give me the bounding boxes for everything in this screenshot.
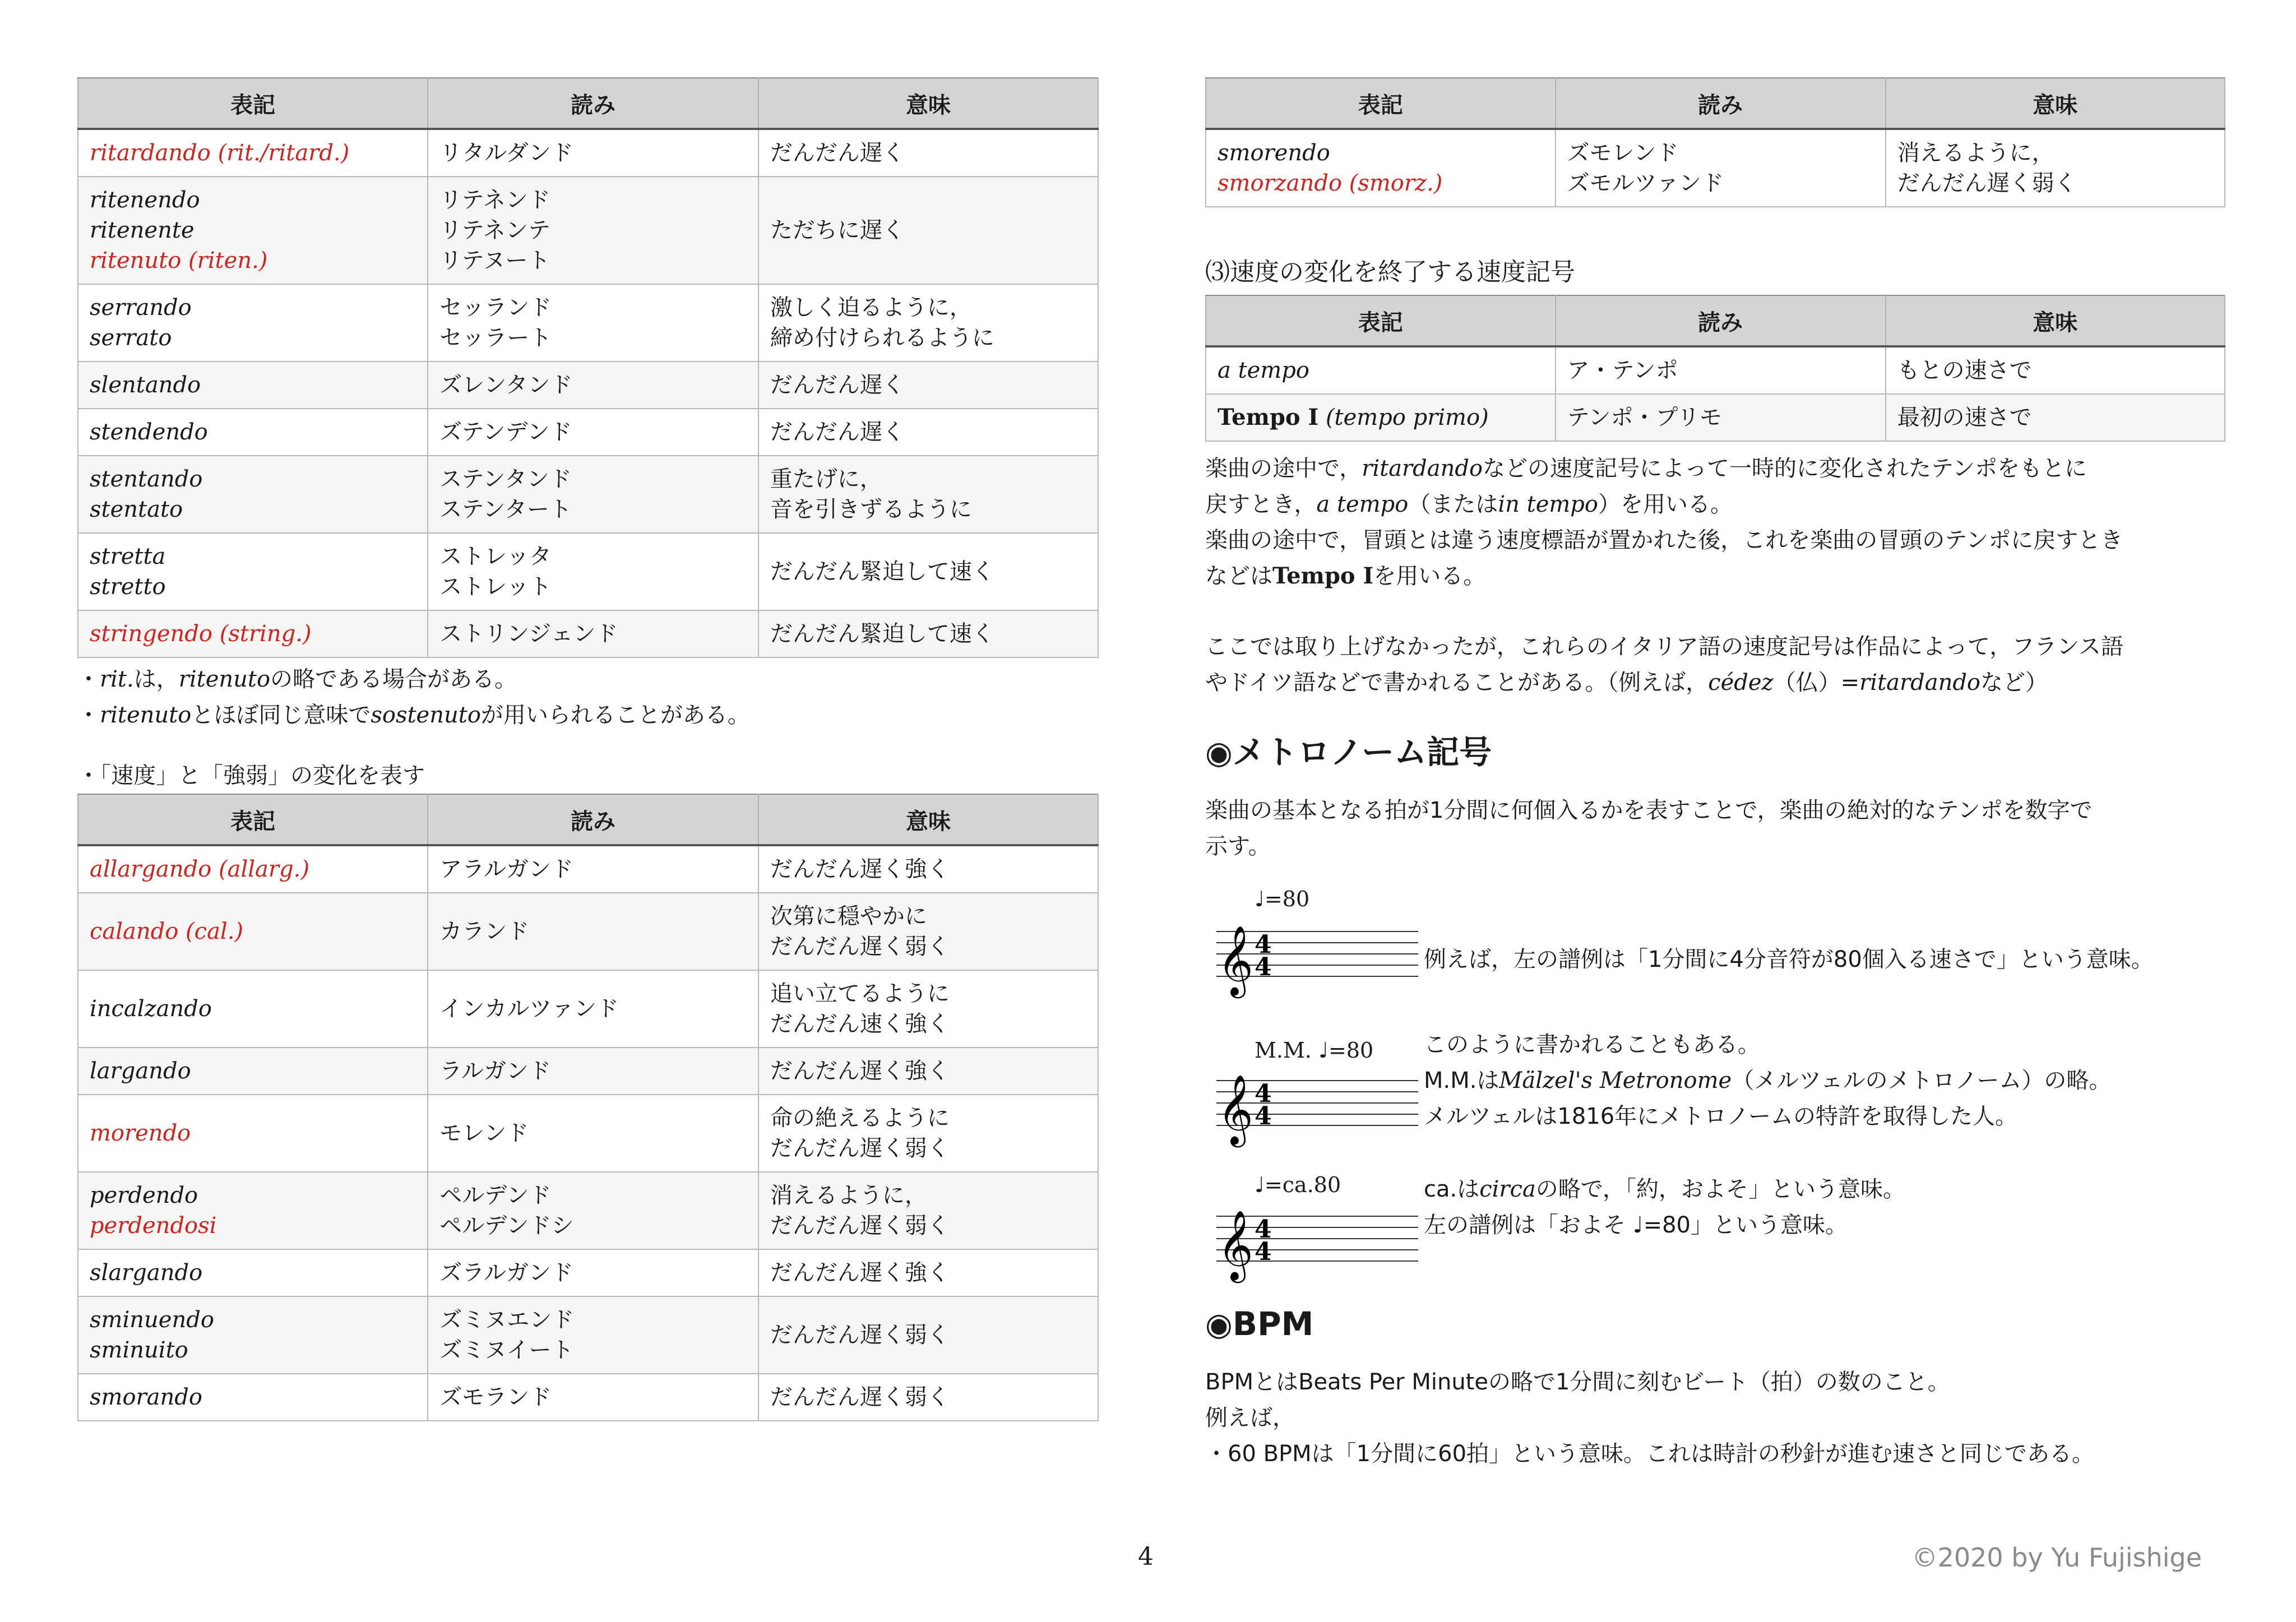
example-3-text: ca.はcircaの略で，「約，およそ」という意味。 左の譜例は「およそ ♩=80」という意味。 bbox=[1424, 1176, 1905, 1238]
table-row bbox=[78, 533, 1098, 610]
header-notation: 表記 bbox=[1206, 295, 1556, 346]
table-row bbox=[78, 893, 1098, 970]
header-meaning: 意味 bbox=[758, 794, 1098, 845]
meaning-cell: だんだん遅く bbox=[758, 409, 1098, 456]
meaning-cell: だんだん遅く弱く bbox=[758, 1296, 1098, 1374]
example-2-text: このように書かれることもある。 M.M.はMälzel's Metronome（メルツェルのメトロノーム）の略。 メルツェルは1816年にメトロノームの特許を取得した人。 bbox=[1424, 1032, 2112, 1129]
notation-cell bbox=[78, 456, 428, 533]
staff-icon bbox=[1216, 1205, 1429, 1283]
page-number: 4 bbox=[1138, 1542, 1154, 1571]
table-row bbox=[1206, 346, 2225, 394]
svg-text:4: 4 bbox=[1255, 930, 1272, 959]
metronome-example-1 bbox=[1205, 887, 2225, 1027]
notation-cell: Tempo I (tempo primo) bbox=[1206, 394, 1556, 441]
meaning-cell: もとの速さで bbox=[1886, 346, 2225, 394]
term-text: stringendo (string.) bbox=[90, 621, 312, 647]
tempo-marking: M.M. ♩=80 bbox=[1255, 1038, 1374, 1063]
tempo-restore-table bbox=[1205, 295, 2225, 442]
term-text: serrando bbox=[90, 295, 192, 321]
reading-cell: ズモレンド ズモルツァンド bbox=[1556, 129, 1886, 207]
meaning-cell: 命の絶えるように だんだん遅く弱く bbox=[758, 1095, 1098, 1172]
notation-cell bbox=[78, 845, 428, 893]
term-text: sminuito bbox=[90, 1337, 188, 1363]
metronome-example-2 bbox=[1205, 1027, 2225, 1167]
a-tempo-explanation: 楽曲の途中で，ritardandoなどの速度記号によって一時的に変化されたテンポをもとに 戻すとき，a tempo（またはin tempo）を用いる。 楽曲の途中で，冒頭とは違う速度標語が置かれた後，これを楽曲の冒頭のテンポに戻すとき などはTempo Iを用いる。 bbox=[1205, 456, 2123, 589]
reading-cell: ズラルガンド bbox=[428, 1249, 758, 1296]
notation-cell bbox=[78, 362, 428, 409]
term-text: stentato bbox=[90, 497, 183, 522]
meaning-cell: だんだん遅く強く bbox=[758, 1048, 1098, 1095]
staff-icon bbox=[1216, 1069, 1429, 1148]
term-text: ritenente bbox=[90, 217, 195, 243]
term-text: slentando bbox=[90, 372, 201, 398]
meaning-cell: 消えるように， だんだん遅く弱く bbox=[1886, 129, 2225, 207]
header-notation: 表記 bbox=[78, 794, 428, 845]
right-column: 表記 読み 意味 smorendo smorzando (smorz.) ズモレンド ズモルツァンド 消えるように， だんだん遅く弱く ⑶速度の変化を終了する速度記号 表記 読み 意味 a tempo ア・テンポ もとの速さで Tempo I (tempo primo) テンポ・プリモ 最初の速さで 楽曲の途中で，ritardandoなどの速度記号によって一時的に変化されたテンポをもとに 戻すとき，a tempo（またはin tempo）を用いる。 楽曲の途中で，冒頭とは違う速度標語が置かれた後，これを楽曲の冒頭のテンポに戻すとき などはTempo Iを用いる。 ここでは取り上げなかったが，これらのイタリア語の速度記号は作品によって，フランス語 やドイツ語などで書かれることがある。（例えば，cédez（仏）=ritardandoなど） ◉メトロノーム記号 楽曲の基本となる拍が1分間に何個入るかを表すことで，楽曲の絶対的なテンポを数字で 示す。 ♩=80 𝄞 4 4 例えば，左の譜例は「1分間に4分音符が80個入る速さで」という意味。 M.M. ♩=80 𝄞 4 4 このように書かれることもある。 M.M.はMälzel's Metronome（メルツェルのメトロノーム）の略。 メルツェルは1816年にメトロノームの特許を取得した人。 ♩=ca.80 𝄞 4 4 ca.はcircaの略で，「約，およそ」という意味。 左の譜例は「およそ ♩=80」という意味。 ◉BPM BPMとはBeats Per Minuteの略で1分間に刻むビート（拍）の数のこと。 例えば， ・60 BPMは「1分間に60拍」という意味。これは時計の秒針が進む速さと同じである。 bbox=[1205, 77, 2225, 1472]
table-row bbox=[78, 1172, 1098, 1249]
term-text: stentando bbox=[90, 466, 203, 492]
svg-text:4: 4 bbox=[1255, 1079, 1272, 1108]
metronome-heading: ◉メトロノーム記号 bbox=[1205, 733, 1492, 771]
section-3-heading: ⑶速度の変化を終了する速度記号 bbox=[1205, 258, 1575, 286]
notation-cell bbox=[78, 1172, 428, 1249]
reading-cell: ズミヌエンド ズミヌイート bbox=[428, 1296, 758, 1374]
header-reading: 読み bbox=[1556, 78, 1886, 129]
table-row bbox=[78, 362, 1098, 409]
table-row bbox=[78, 1374, 1098, 1421]
reading-cell: ステンタンド ステンタート bbox=[428, 456, 758, 533]
table-row bbox=[78, 1296, 1098, 1374]
header-reading: 読み bbox=[1556, 295, 1886, 346]
reading-cell: ストレッタ ストレット bbox=[428, 533, 758, 610]
reading-cell: テンポ・プリモ bbox=[1556, 394, 1886, 441]
notation-cell bbox=[78, 1095, 428, 1172]
notation-cell bbox=[78, 1296, 428, 1374]
reading-cell: ラルガンド bbox=[428, 1048, 758, 1095]
header-meaning: 意味 bbox=[758, 78, 1098, 129]
meaning-cell: 最初の速さで bbox=[1886, 394, 2225, 441]
metronome-example-3 bbox=[1205, 1167, 2225, 1307]
notation-cell bbox=[78, 893, 428, 970]
notation-cell bbox=[78, 970, 428, 1048]
term-text: morendo bbox=[90, 1120, 191, 1146]
metronome-description: 楽曲の基本となる拍が1分間に何個入るかを表すことで，楽曲の絶対的なテンポを数字で bbox=[1205, 798, 2093, 823]
notation-cell bbox=[78, 1048, 428, 1095]
header-reading: 読み bbox=[428, 794, 758, 845]
bpm-heading: ◉BPM bbox=[1205, 1305, 1314, 1343]
bullet-icon: ◉ bbox=[1205, 735, 1233, 771]
notation-cell: a tempo bbox=[1206, 346, 1556, 394]
term-text: calando (cal.) bbox=[90, 919, 244, 944]
meaning-cell: 追い立てるように だんだん速く強く bbox=[758, 970, 1098, 1048]
other-language-note: ここでは取り上げなかったが，これらのイタリア語の速度記号は作品によって，フランス語 やドイツ語などで書かれることがある。（例えば，cédez（仏）=ritardandoなど） bbox=[1205, 634, 2123, 696]
meaning-cell: だんだん遅く bbox=[758, 362, 1098, 409]
note-ritenuto: ・ritenutoとほぼ同じ意味でsostenutoが用いられることがある。 bbox=[77, 702, 750, 728]
speed-dynamics-table bbox=[77, 794, 1099, 1421]
table-row bbox=[78, 177, 1098, 284]
table-row bbox=[78, 456, 1098, 533]
smorzando-table bbox=[1205, 77, 2225, 207]
tempo-change-table bbox=[77, 77, 1099, 658]
copyright: ©2020 by Yu Fujishige bbox=[1911, 1542, 2202, 1573]
term-text: smorendo bbox=[1218, 140, 1330, 166]
reading-cell: ア・テンポ bbox=[1556, 346, 1886, 394]
term-text: allargando (allarg.) bbox=[90, 856, 309, 882]
meaning-cell: 次第に穏やかに だんだん遅く弱く bbox=[758, 893, 1098, 970]
reading-cell: ペルデンド ペルデンドシ bbox=[428, 1172, 758, 1249]
note-rit: ・rit.は，ritenutoの略である場合がある。 bbox=[77, 666, 517, 692]
notation-cell bbox=[78, 409, 428, 456]
notation-cell bbox=[78, 1374, 428, 1421]
notation-cell bbox=[78, 533, 428, 610]
left-column bbox=[77, 77, 1099, 1421]
header-notation: 表記 bbox=[1206, 78, 1556, 129]
example-1-text: 例えば，左の譜例は「1分間に4分音符が80個入る速さで」という意味。 bbox=[1424, 947, 2154, 972]
meaning-cell: だんだん緊迫して速く bbox=[758, 610, 1098, 657]
table-row bbox=[78, 1048, 1098, 1095]
term-text: stendendo bbox=[90, 419, 208, 445]
notation-cell bbox=[78, 177, 428, 284]
term-text: serrato bbox=[90, 325, 172, 351]
table-row bbox=[78, 409, 1098, 456]
term-text: perdendo bbox=[90, 1183, 198, 1208]
header-notation: 表記 bbox=[78, 78, 428, 129]
reading-cell: アラルガンド bbox=[428, 845, 758, 893]
term-text: ritenuto (riten.) bbox=[90, 248, 268, 274]
term-text: smorzando (smorz.) bbox=[1218, 170, 1443, 196]
table-row bbox=[1206, 394, 2225, 441]
reading-cell: カランド bbox=[428, 893, 758, 970]
notation-cell bbox=[1206, 129, 1556, 207]
meaning-cell: だんだん遅く弱く bbox=[758, 1374, 1098, 1421]
svg-text:𝄞: 𝄞 bbox=[1218, 1210, 1253, 1280]
svg-text:4: 4 bbox=[1255, 1215, 1272, 1244]
svg-text:𝄞: 𝄞 bbox=[1218, 925, 1253, 995]
reading-cell: モレンド bbox=[428, 1095, 758, 1172]
table-row bbox=[78, 1095, 1098, 1172]
svg-text:4: 4 bbox=[1255, 1102, 1272, 1130]
notation-cell bbox=[78, 284, 428, 362]
term-text: perdendosi bbox=[90, 1213, 217, 1239]
term-text: ritardando (rit./ritard.) bbox=[90, 140, 350, 166]
notation-cell bbox=[78, 129, 428, 177]
reading-cell: ストリンジェンド bbox=[428, 610, 758, 657]
notation-cell bbox=[78, 1249, 428, 1296]
term-text: smorando bbox=[90, 1384, 202, 1410]
reading-cell: リタルダンド bbox=[428, 129, 758, 177]
reading-cell: ズモランド bbox=[428, 1374, 758, 1421]
term-text: sminuendo bbox=[90, 1307, 214, 1333]
term-text: incalzando bbox=[90, 996, 212, 1022]
meaning-cell: だんだん緊迫して速く bbox=[758, 533, 1098, 610]
tempo-marking: ♩=80 bbox=[1255, 887, 1310, 911]
svg-text:4: 4 bbox=[1255, 1238, 1272, 1266]
term-text: ritenendo bbox=[90, 187, 200, 213]
meaning-cell: だんだん遅く bbox=[758, 129, 1098, 177]
table-row bbox=[78, 610, 1098, 657]
section-heading-speed-dynamics: ・「速度」と「強弱」の変化を表す bbox=[77, 763, 425, 789]
term-text: slargando bbox=[90, 1260, 203, 1286]
term-text: stretto bbox=[90, 574, 166, 600]
table-row bbox=[78, 129, 1098, 177]
bpm-example: ・60 BPMは「1分間に60拍」という意味。これは時計の秒針が進む速さと同じである。 bbox=[1205, 1441, 2095, 1467]
reading-cell: リテネンド リテネンテ リテヌート bbox=[428, 177, 758, 284]
meaning-cell: ただちに遅く bbox=[758, 177, 1098, 284]
meaning-cell: だんだん遅く強く bbox=[758, 845, 1098, 893]
bullet-icon: ◉ bbox=[1205, 1306, 1233, 1343]
reading-cell: ズテンデンド bbox=[428, 409, 758, 456]
meaning-cell: 激しく迫るように， 締め付けられるように bbox=[758, 284, 1098, 362]
table-row bbox=[78, 970, 1098, 1048]
header-reading: 読み bbox=[428, 78, 758, 129]
header-meaning: 意味 bbox=[1886, 78, 2225, 129]
bpm-definition: BPMとはBeats Per Minuteの略で1分間に刻むビート（拍）の数のこと。 bbox=[1205, 1369, 1950, 1395]
reading-cell: インカルツァンド bbox=[428, 970, 758, 1048]
table-row bbox=[78, 845, 1098, 893]
table-row bbox=[78, 1249, 1098, 1296]
notation-cell bbox=[78, 610, 428, 657]
staff-icon bbox=[1216, 920, 1429, 999]
meaning-cell: 重たげに， 音を引きずるように bbox=[758, 456, 1098, 533]
tempo-marking: ♩=ca.80 bbox=[1255, 1173, 1341, 1197]
reading-cell: ズレンタンド bbox=[428, 362, 758, 409]
meaning-cell: だんだん遅く強く bbox=[758, 1249, 1098, 1296]
term-text: stretta bbox=[90, 544, 166, 569]
header-meaning: 意味 bbox=[1886, 295, 2225, 346]
table-row bbox=[78, 284, 1098, 362]
reading-cell: セッランド セッラート bbox=[428, 284, 758, 362]
meaning-cell: 消えるように， だんだん遅く弱く bbox=[758, 1172, 1098, 1249]
svg-text:𝄞: 𝄞 bbox=[1218, 1074, 1253, 1144]
table-row bbox=[1206, 129, 2225, 207]
term-text: largando bbox=[90, 1058, 191, 1084]
svg-text:4: 4 bbox=[1255, 953, 1272, 981]
